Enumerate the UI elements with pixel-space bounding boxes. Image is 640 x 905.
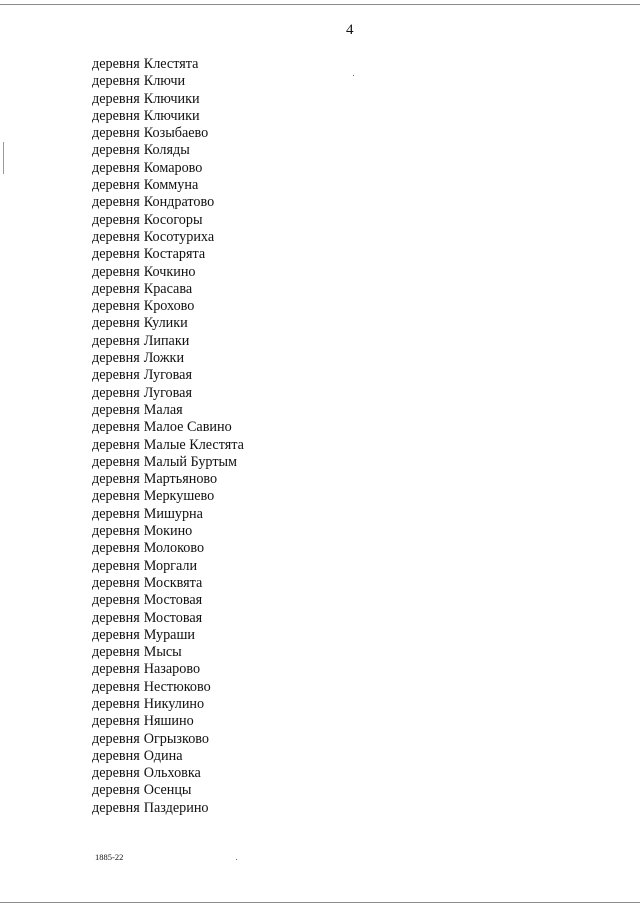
list-item: [92, 281, 244, 298]
top-scan-edge: [0, 4, 640, 5]
list-item: [92, 627, 244, 644]
list-item: [92, 592, 244, 609]
settlement-type: деревня: [92, 56, 140, 72]
list-item: [92, 333, 244, 350]
settlement-type: деревня: [92, 419, 140, 436]
list-item: [92, 523, 244, 540]
list-item: [92, 765, 244, 782]
list-item: [92, 471, 244, 488]
settlement-name: Меркушево: [143, 488, 215, 505]
list-item: [92, 419, 244, 436]
list-item: [92, 91, 244, 108]
settlement-type: деревня: [92, 350, 140, 367]
settlement-name: Кондратово: [143, 194, 215, 211]
list-item: [92, 558, 244, 575]
settlement-type: деревня: [92, 211, 140, 228]
settlement-type: деревня: [92, 644, 140, 661]
settlement-type: деревня: [92, 453, 140, 470]
settlement-type: деревня: [92, 436, 140, 453]
list-item: [92, 194, 244, 211]
settlement-name: Нестюково: [143, 678, 211, 695]
settlement-name: Ключики: [143, 90, 200, 107]
settlement-name: Коммуна: [143, 177, 199, 194]
list-item: [92, 367, 244, 384]
list-item: [92, 540, 244, 557]
left-margin-mark: [3, 142, 4, 174]
settlement-type: деревня: [92, 626, 140, 643]
scan-speck: [353, 75, 354, 76]
settlement-type: деревня: [92, 609, 140, 626]
list-item: [92, 402, 244, 419]
list-item: [92, 229, 244, 246]
list-item: [92, 679, 244, 696]
settlement-name: Ольховка: [143, 765, 201, 782]
settlement-type: деревня: [92, 713, 140, 730]
settlement-name: Косотуриха: [143, 228, 215, 245]
settlement-type: деревня: [92, 592, 140, 609]
settlement-type: деревня: [92, 782, 140, 799]
settlement-type: деревня: [92, 367, 140, 384]
settlement-type: деревня: [92, 730, 140, 747]
settlement-list: [92, 56, 244, 817]
settlement-type: деревня: [92, 747, 140, 764]
settlement-name: Молоково: [143, 540, 205, 557]
list-item: [92, 385, 244, 402]
bottom-scan-edge: [0, 902, 640, 903]
settlement-type: деревня: [92, 263, 140, 280]
settlement-type: деревня: [92, 332, 140, 349]
settlement-name: Косогоры: [143, 211, 203, 228]
settlement-name: Комарово: [143, 159, 203, 176]
settlement-type: деревня: [92, 125, 140, 142]
settlement-name: Ключи: [143, 73, 186, 90]
settlement-type: деревня: [92, 471, 140, 488]
settlement-name: Одина: [143, 747, 183, 764]
scan-speck: [236, 859, 237, 860]
list-item: [92, 177, 244, 194]
list-item: [92, 488, 244, 505]
settlement-name: Няшино: [143, 713, 194, 730]
settlement-name: Красава: [143, 280, 193, 297]
settlement-type: деревня: [92, 107, 140, 124]
settlement-name: Клестята: [143, 56, 199, 72]
settlement-type: деревня: [92, 505, 140, 522]
list-item: [92, 782, 244, 799]
list-item: [92, 454, 244, 471]
list-item: [92, 212, 244, 229]
settlement-name: Москвята: [143, 574, 203, 591]
settlement-type: деревня: [92, 142, 140, 159]
settlement-type: деревня: [92, 194, 140, 211]
settlement-name: Малые Клестята: [143, 436, 244, 453]
settlement-type: деревня: [92, 280, 140, 297]
settlement-type: деревня: [92, 678, 140, 695]
settlement-name: Мураши: [143, 626, 195, 643]
list-item: [92, 160, 244, 177]
settlement-name: Луговая: [143, 384, 192, 401]
settlement-name: Ключики: [143, 107, 200, 124]
document-code: 1885-22: [95, 852, 124, 862]
settlement-name: Коляды: [143, 142, 190, 159]
list-item: [92, 731, 244, 748]
list-item: [92, 610, 244, 627]
page-number: 4: [346, 22, 354, 38]
settlement-name: Огрызково: [143, 730, 209, 747]
settlement-name: Осенцы: [143, 782, 192, 799]
list-item: [92, 713, 244, 730]
settlement-name: Мостовая: [143, 592, 203, 609]
settlement-type: деревня: [92, 540, 140, 557]
settlement-name: Малое Савино: [143, 419, 232, 436]
list-item: [92, 350, 244, 367]
list-item: [92, 142, 244, 159]
settlement-name: Костарята: [143, 246, 206, 263]
settlement-type: деревня: [92, 177, 140, 194]
settlement-name: Паздерино: [143, 799, 209, 816]
settlement-type: деревня: [92, 765, 140, 782]
settlement-name: Малый Буртым: [143, 453, 238, 470]
settlement-name: Мысы: [143, 644, 182, 661]
settlement-type: деревня: [92, 228, 140, 245]
list-item: [92, 644, 244, 661]
settlement-name: Кулики: [143, 315, 188, 332]
settlement-name: Мишурна: [143, 505, 203, 522]
settlement-name: Кочкино: [143, 263, 196, 280]
list-item: [92, 800, 244, 817]
settlement-name: Липаки: [143, 332, 190, 349]
settlement-type: деревня: [92, 523, 140, 540]
settlement-name: Мостовая: [143, 609, 203, 626]
settlement-type: деревня: [92, 315, 140, 332]
settlement-type: деревня: [92, 557, 140, 574]
list-item: [92, 73, 244, 90]
settlement-name: Крохово: [143, 298, 195, 315]
settlement-type: деревня: [92, 695, 140, 712]
settlement-name: Моргали: [143, 557, 198, 574]
settlement-name: Мокино: [143, 523, 193, 540]
list-item: [92, 264, 244, 281]
list-item: [92, 748, 244, 765]
list-item: [92, 696, 244, 713]
list-item: [92, 437, 244, 454]
list-item: [92, 298, 244, 315]
settlement-name: Малая: [143, 401, 183, 418]
settlement-name: Козыбаево: [143, 125, 209, 142]
settlement-type: деревня: [92, 73, 140, 90]
settlement-name: Никулино: [143, 695, 205, 712]
settlement-type: деревня: [92, 90, 140, 107]
settlement-type: деревня: [92, 384, 140, 401]
settlement-type: деревня: [92, 488, 140, 505]
list-item: [92, 108, 244, 125]
list-item: [92, 315, 244, 332]
settlement-type: деревня: [92, 574, 140, 591]
list-item: [92, 246, 244, 263]
settlement-name: Мартьяново: [143, 471, 218, 488]
settlement-name: Ложки: [143, 350, 185, 367]
list-item: [92, 661, 244, 678]
list-item: [92, 575, 244, 592]
settlement-type: деревня: [92, 246, 140, 263]
settlement-type: деревня: [92, 799, 140, 816]
list-item: [92, 125, 244, 142]
settlement-type: деревня: [92, 298, 140, 315]
settlement-name: Луговая: [143, 367, 192, 384]
list-item: [92, 56, 244, 73]
list-item: [92, 506, 244, 523]
settlement-type: деревня: [92, 401, 140, 418]
settlement-type: деревня: [92, 661, 140, 678]
settlement-name: Назарово: [143, 661, 201, 678]
settlement-type: деревня: [92, 159, 140, 176]
